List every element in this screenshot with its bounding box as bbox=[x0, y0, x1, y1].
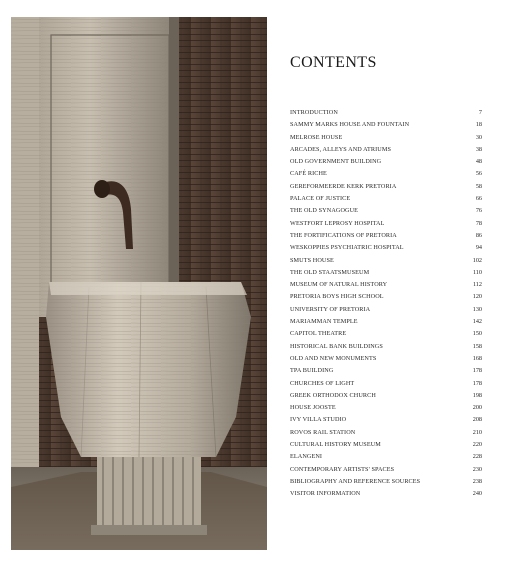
toc-entry bbox=[290, 168, 482, 180]
toc-entry-page: 142 bbox=[472, 318, 482, 326]
toc-entry-page: 18 bbox=[475, 121, 482, 129]
toc-entry-title: INTRODUCTION bbox=[290, 109, 338, 116]
toc-entry-title: THE OLD SYNAGOGUE bbox=[290, 207, 359, 215]
toc-entry bbox=[290, 451, 482, 463]
toc-entry-title: BIBLIOGRAPHY AND REFERENCE SOURCES bbox=[290, 477, 421, 485]
toc-entry-page: 94 bbox=[475, 244, 482, 252]
toc-entry-title: CHURCHES OF LIGHT bbox=[290, 379, 355, 387]
toc-entry-title: VISITOR INFORMATION bbox=[290, 490, 361, 498]
contents-section bbox=[290, 54, 482, 498]
toc-entry-page: 7 bbox=[478, 109, 482, 116]
toc-entry bbox=[290, 365, 482, 377]
toc-entry bbox=[290, 353, 482, 365]
toc-entry-page: 38 bbox=[475, 145, 482, 153]
toc-entry-title: ELANGENI bbox=[290, 453, 323, 461]
toc-entry-title: CAFÉ RICHE bbox=[290, 170, 327, 178]
toc-entry-page: 102 bbox=[472, 256, 482, 264]
fountain-photo bbox=[11, 17, 267, 550]
toc-entry-title: THE OLD STAATSMUSEUM bbox=[290, 268, 370, 276]
toc-entry-title: IVY VILLA STUDIO bbox=[290, 416, 347, 424]
toc-entry bbox=[290, 181, 482, 193]
toc-entry-title: TPA BUILDING bbox=[290, 367, 334, 375]
toc-entry bbox=[290, 156, 482, 168]
contents-heading: CONTENTS bbox=[290, 54, 377, 71]
toc-entry-title: MELROSE HOUSE bbox=[290, 133, 343, 141]
toc-entry bbox=[290, 205, 482, 217]
toc-entry-title: SMUTS HOUSE bbox=[290, 256, 334, 264]
toc-entry-page: 230 bbox=[472, 465, 482, 473]
toc-entry-page: 130 bbox=[472, 305, 482, 313]
toc-entry-title: SAMMY MARKS HOUSE AND FOUNTAIN bbox=[290, 121, 410, 129]
toc-entry bbox=[290, 132, 482, 144]
toc-entry bbox=[290, 341, 482, 353]
toc-entry bbox=[290, 107, 482, 119]
toc-entry bbox=[290, 193, 482, 205]
toc-entry bbox=[290, 255, 482, 267]
toc-entry bbox=[290, 427, 482, 439]
toc-entry-page: 48 bbox=[475, 158, 482, 166]
toc-entry-title: OLD AND NEW MONUMENTS bbox=[290, 354, 377, 362]
toc-entry-title: ARCADES, ALLEYS AND ATRIUMS bbox=[290, 145, 392, 153]
toc-entry-page: 220 bbox=[472, 441, 482, 449]
toc-entry-title: MARIAMMAN TEMPLE bbox=[290, 318, 358, 326]
toc-entry bbox=[290, 242, 482, 254]
toc-entry bbox=[290, 488, 482, 500]
toc-entry-page: 112 bbox=[472, 281, 482, 289]
toc-entry-page: 238 bbox=[472, 477, 482, 485]
toc-entry bbox=[290, 328, 482, 340]
toc-entry-title: GEREFORMEERDE KERK PRETORIA bbox=[290, 182, 397, 190]
toc-entry-page: 150 bbox=[472, 330, 482, 338]
toc-entry bbox=[290, 144, 482, 156]
table-of-contents bbox=[290, 107, 482, 501]
toc-entry bbox=[290, 291, 482, 303]
toc-entry-page: 178 bbox=[472, 367, 482, 375]
toc-entry bbox=[290, 279, 482, 291]
toc-entry-title: UNIVERSITY OF PRETORIA bbox=[290, 305, 371, 313]
toc-entry bbox=[290, 378, 482, 390]
toc-entry-page: 158 bbox=[472, 342, 482, 350]
toc-entry-title: CAPITOL THEATRE bbox=[290, 330, 347, 338]
toc-entry bbox=[290, 402, 482, 414]
toc-entry-page: 30 bbox=[475, 133, 482, 141]
toc-entry-title: OLD GOVERNMENT BUILDING bbox=[290, 158, 382, 166]
toc-entry-page: 86 bbox=[475, 231, 482, 239]
toc-entry-title: HISTORICAL BANK BUILDINGS bbox=[290, 342, 383, 350]
toc-entry-page: 208 bbox=[472, 416, 482, 424]
toc-entry bbox=[290, 390, 482, 402]
toc-entry-page: 120 bbox=[472, 293, 482, 301]
toc-entry-page: 66 bbox=[475, 195, 482, 203]
toc-entry-page: 58 bbox=[475, 182, 482, 190]
toc-entry bbox=[290, 439, 482, 451]
toc-entry-page: 200 bbox=[472, 404, 482, 412]
toc-entry-page: 78 bbox=[475, 219, 482, 227]
toc-entry bbox=[290, 267, 482, 279]
toc-entry-title: PALACE OF JUSTICE bbox=[290, 195, 351, 203]
toc-entry-page: 110 bbox=[472, 268, 482, 276]
toc-entry-page: 210 bbox=[472, 428, 482, 436]
toc-entry-title: WESKOPPIES PSYCHIATRIC HOSPITAL bbox=[290, 244, 404, 252]
toc-entry-title: HOUSE JOOSTE bbox=[290, 404, 336, 412]
toc-entry-title: WESTFORT LEPROSY HOSPITAL bbox=[290, 219, 385, 227]
toc-entry-title: PRETORIA BOYS HIGH SCHOOL bbox=[290, 293, 384, 301]
toc-entry-page: 240 bbox=[472, 490, 482, 498]
toc-entry bbox=[290, 464, 482, 476]
toc-entry bbox=[290, 218, 482, 230]
toc-entry-title: MUSEUM OF NATURAL HISTORY bbox=[290, 281, 388, 289]
toc-entry bbox=[290, 476, 482, 488]
toc-entry-page: 56 bbox=[475, 170, 482, 178]
toc-entry-title: CULTURAL HISTORY MUSEUM bbox=[290, 441, 381, 449]
toc-entry bbox=[290, 230, 482, 242]
toc-entry-title: CONTEMPORARY ARTISTS' SPACES bbox=[290, 465, 395, 473]
toc-entry-title: ROVOS RAIL STATION bbox=[290, 428, 356, 436]
toc-entry bbox=[290, 414, 482, 426]
toc-entry-page: 76 bbox=[475, 207, 482, 215]
toc-entry bbox=[290, 304, 482, 316]
toc-entry bbox=[290, 316, 482, 328]
toc-entry bbox=[290, 119, 482, 131]
toc-entry-page: 168 bbox=[472, 354, 482, 362]
toc-entry-title: GREEK ORTHODOX CHURCH bbox=[290, 391, 376, 399]
toc-entry-title: THE FORTIFICATIONS OF PRETORIA bbox=[290, 231, 397, 239]
toc-entry-page: 178 bbox=[472, 379, 482, 387]
toc-entry-page: 198 bbox=[472, 391, 482, 399]
toc-entry-page: 228 bbox=[472, 453, 482, 461]
